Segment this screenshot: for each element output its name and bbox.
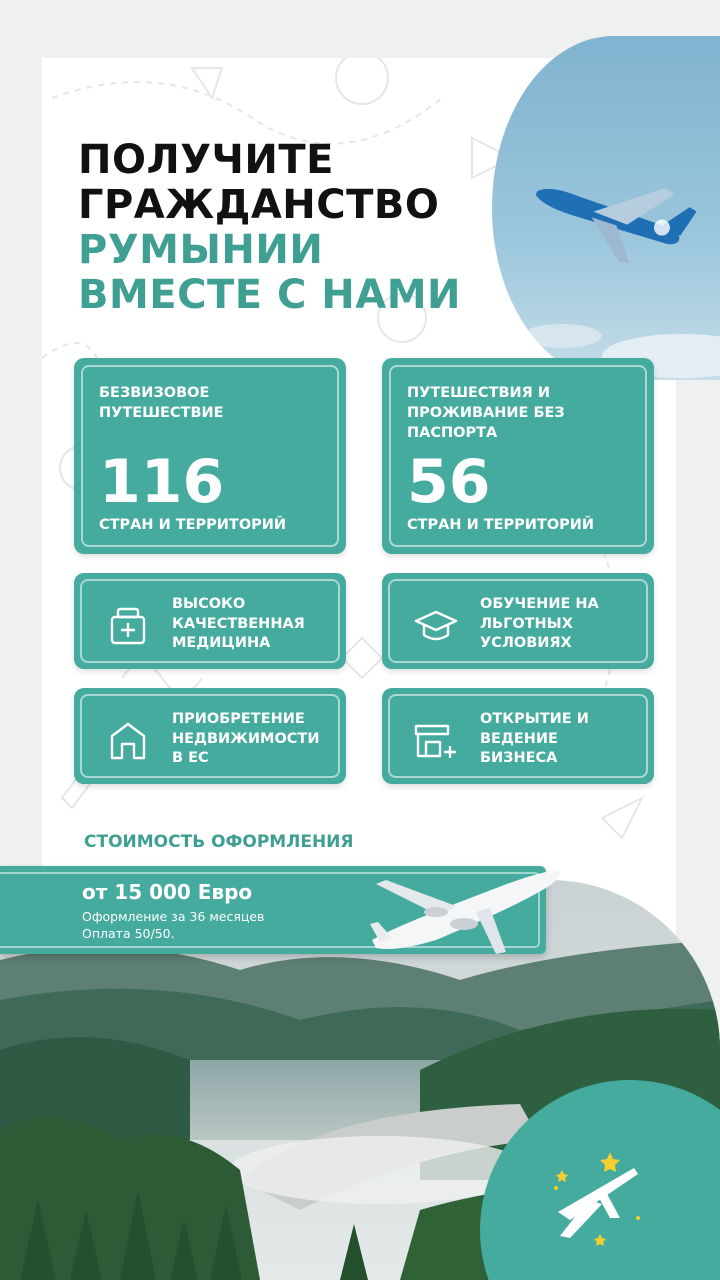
stat-label: ПУТЕШЕСТВИЯ И ПРОЖИВАНИЕ БЕЗ ПАСПОРТА	[407, 385, 565, 441]
store-icon	[414, 718, 458, 762]
feature-card-medicine	[74, 573, 346, 669]
feature-card-education	[382, 573, 654, 669]
plane-stars-logo-icon	[548, 1148, 644, 1248]
payment-note: Оплата 50/50.	[82, 926, 175, 941]
cost-title: СТОИМОСТЬ ОФОРМЛЕНИЯ	[84, 832, 354, 852]
stat-label: БЕЗВИЗОВОЕ ПУТЕШЕСТВИЕ	[99, 385, 224, 421]
feature-text: ВЫСОКО КАЧЕСТВЕННАЯ МЕДИЦИНА	[172, 596, 305, 651]
medical-kit-icon	[106, 603, 150, 647]
headline	[78, 138, 498, 318]
airplane-sky-photo	[492, 36, 720, 380]
stat-card-no-passport	[382, 358, 654, 554]
stat-card-visa-free	[74, 358, 346, 554]
headline-line-1: ПОЛУЧИТЕ	[78, 137, 334, 183]
stat-value: 116	[99, 447, 225, 517]
feature-text: ОБУЧЕНИЕ НА ЛЬГОТНЫХ УСЛОВИЯХ	[480, 596, 599, 651]
headline-line-2: ГРАЖДАНСТВО	[78, 182, 440, 228]
house-icon	[106, 718, 150, 762]
stat-subtitle: СТРАН И ТЕРРИТОРИЙ	[99, 517, 287, 533]
white-airplane-image	[366, 862, 566, 958]
feature-text: ПРИОБРЕТЕНИЕ НЕДВИЖИМОСТИ В ЕС	[172, 711, 320, 766]
term-note: Оформление за 36 месяцев	[82, 909, 265, 924]
price-note	[82, 908, 264, 942]
stat-subtitle: СТРАН И ТЕРРИТОРИЙ	[407, 517, 595, 533]
feature-card-real-estate	[74, 688, 346, 784]
feature-card-business	[382, 688, 654, 784]
feature-text: ОТКРЫТИЕ И ВЕДЕНИЕ БИЗНЕСА	[480, 711, 589, 766]
price-value: от 15 000 Евро	[82, 880, 253, 904]
graduation-cap-icon	[414, 603, 458, 647]
stat-value: 56	[407, 447, 491, 517]
headline-line-4: ВМЕСТЕ С НАМИ	[78, 272, 462, 318]
headline-line-3: РУМЫНИИ	[78, 227, 324, 273]
